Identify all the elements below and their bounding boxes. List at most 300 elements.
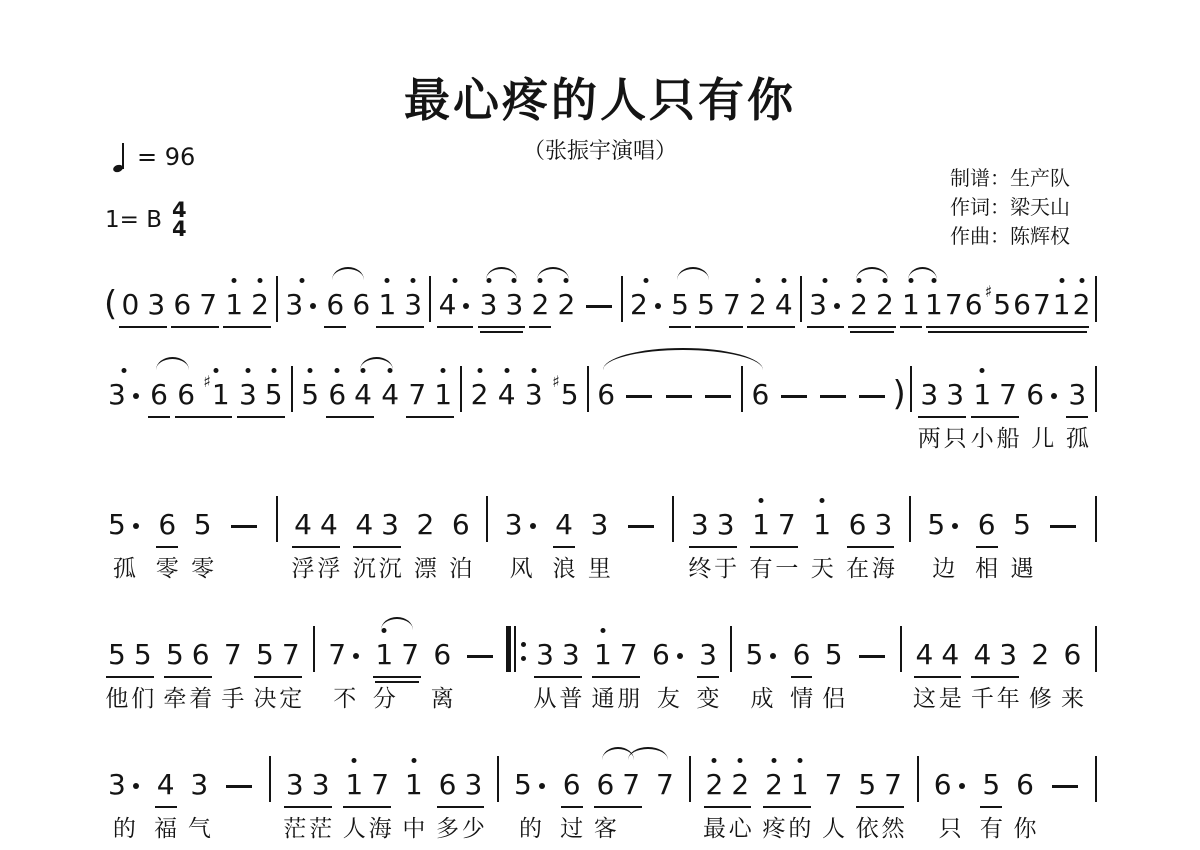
lyric: 们 (131, 686, 155, 712)
note-group (290, 492, 342, 582)
lyric: 决 (253, 686, 277, 712)
augmentation-dot (655, 303, 661, 309)
octave-dot (232, 278, 237, 283)
note: 4 (350, 362, 376, 412)
note-group (761, 752, 813, 842)
lyric: 疼 (762, 816, 786, 842)
note-group (648, 622, 689, 712)
note-group (104, 622, 156, 712)
repeat-thin-bar (514, 626, 516, 672)
lyric: 中 (402, 816, 426, 842)
note: 6 友 (648, 622, 689, 672)
octave-dot (781, 278, 786, 283)
note-group (1064, 362, 1090, 452)
note-group (969, 622, 1021, 712)
note: 1 (221, 272, 247, 322)
augmentation-dot (834, 303, 840, 309)
octave-dot (644, 278, 649, 283)
octave-dot (1079, 278, 1084, 283)
note: 5 决 (252, 622, 278, 672)
lyric: 人 (342, 816, 366, 842)
note: 6 (1013, 288, 1031, 321)
lyric: 海 (871, 556, 895, 582)
note-group (235, 362, 287, 412)
note: 7 手 (220, 622, 246, 672)
note: 7 朋 (616, 622, 642, 672)
lyric: 气 (187, 816, 211, 842)
barline (587, 366, 589, 412)
lyric: 分 (372, 686, 396, 712)
barline (900, 626, 902, 672)
lyric: 牵 (163, 686, 187, 712)
tempo-value: = 96 (137, 143, 196, 171)
duration-dash (820, 395, 846, 398)
note: 7 定 (278, 622, 304, 672)
note: 5 侣 (821, 622, 847, 672)
augmentation-dot (310, 303, 316, 309)
lyric: 在 (846, 556, 870, 582)
barline (486, 496, 488, 542)
note: 3 (476, 272, 502, 322)
note: 6 来 (1060, 622, 1086, 672)
lyric: 相 (975, 556, 999, 582)
note: 1 (924, 272, 944, 322)
sharp-icon: ♯ (203, 372, 211, 391)
note-group (1022, 362, 1063, 452)
note: 3 海 (870, 492, 896, 542)
note: 6 (173, 288, 192, 321)
octave-dot (759, 498, 764, 503)
augmentation-dot (353, 653, 359, 659)
octave-dot (257, 278, 262, 283)
note: 6 你 (1012, 752, 1038, 802)
note: 2 (626, 272, 667, 322)
lyric: 的 (518, 816, 542, 842)
lyric: 零 (155, 556, 179, 582)
note-group (282, 752, 334, 842)
barline (429, 276, 431, 322)
augmentation-dot (133, 393, 139, 399)
note: 5 牵 (162, 622, 188, 672)
note: 1 天 (809, 492, 835, 542)
note: 7 (401, 638, 420, 671)
note: 3 年 (995, 622, 1021, 672)
slur-arc (603, 348, 763, 370)
augmentation-dot (539, 783, 545, 789)
duration-dash (781, 395, 807, 398)
note: 1 人 (341, 752, 367, 802)
duration-dash (1050, 525, 1076, 528)
note: 6 儿 (1022, 362, 1063, 412)
tempo-marking (113, 141, 195, 173)
augmentation-dot (133, 783, 139, 789)
note: 2 心 (727, 752, 753, 802)
lyric: 朋 (617, 686, 641, 712)
augmentation-dot (770, 653, 776, 659)
octave-dot (214, 368, 219, 373)
barline (689, 756, 691, 802)
note: 5 边 (923, 492, 964, 542)
note: 5 遇 (1009, 492, 1035, 542)
note: 4 千 (969, 622, 995, 672)
note: 3 (400, 272, 426, 322)
barline (621, 276, 623, 322)
note: 3 茫 (282, 752, 308, 802)
note: 2 最 (702, 752, 728, 802)
note-group (448, 492, 474, 582)
octave-dot (308, 368, 313, 373)
octave-dot (797, 758, 802, 763)
note: 3 气 (186, 752, 212, 802)
lyric: 茫 (309, 816, 333, 842)
note: 6 只 (930, 752, 971, 802)
note: 5 (297, 362, 323, 412)
lyric: 里 (587, 556, 611, 582)
barline (1095, 366, 1097, 412)
note: 4 (771, 272, 797, 322)
octave-dot (385, 278, 390, 283)
lyric: 是 (938, 686, 962, 712)
note: 6 过 (559, 752, 585, 802)
lyric: 孤 (1065, 426, 1089, 452)
duration-dash (626, 395, 652, 398)
note: 7 不 (324, 622, 365, 672)
lyric: 只 (938, 816, 962, 842)
barline (497, 756, 499, 802)
note: 1 有 (748, 492, 774, 542)
note-group (745, 272, 797, 322)
note-group (559, 752, 585, 842)
lyric: 茫 (283, 816, 307, 842)
note: 2 漂 (413, 492, 439, 542)
duration-dash (666, 395, 692, 398)
note: 7 人 (821, 752, 847, 802)
lyric: 零 (191, 556, 215, 582)
lyric: 多 (436, 816, 460, 842)
lyric: 儿 (1031, 426, 1055, 452)
note: 2 (872, 272, 898, 322)
note: 6 情 (789, 622, 815, 672)
note-group (1009, 492, 1035, 582)
slur-arc (332, 267, 364, 280)
note: 4 沉 (351, 492, 377, 542)
note: 5 (261, 362, 287, 412)
note-group (104, 362, 145, 412)
barline (291, 366, 293, 412)
barline (276, 496, 278, 542)
score-area (104, 272, 1100, 850)
note: 2 修 (1027, 622, 1053, 672)
note-group (821, 752, 847, 842)
lyric: 年 (996, 686, 1020, 712)
octave-dot (771, 758, 776, 763)
note: ♯ 1 (199, 362, 234, 412)
sharp-icon: ♯ (552, 372, 560, 391)
note: 6 (597, 378, 616, 411)
note: 3 (501, 272, 527, 322)
slur-arc (156, 357, 189, 370)
barline (313, 626, 315, 672)
lyric: 的 (788, 816, 812, 842)
barline (1095, 756, 1097, 802)
lyric: 定 (279, 686, 303, 712)
note: 2 (247, 272, 273, 322)
repeat-thick-bar (506, 626, 511, 672)
note: 7 然 (880, 752, 906, 802)
note-group (281, 272, 322, 322)
note-group (702, 752, 754, 842)
lyric: 终 (688, 556, 712, 582)
note-group (809, 492, 835, 582)
augmentation-dot (530, 523, 536, 529)
note: 7 (1032, 288, 1051, 321)
credit-line-arranger: 制谱：生产队 (950, 166, 1070, 190)
augmentation-dot (959, 783, 965, 789)
note-group (351, 492, 403, 582)
note: 1 (374, 272, 400, 322)
barline (910, 366, 912, 412)
note: 3 少 (460, 752, 486, 802)
barline (909, 496, 911, 542)
lyric: 然 (881, 816, 905, 842)
note: 6 (751, 378, 770, 411)
barline (917, 756, 919, 802)
duration-dash (705, 395, 731, 398)
lyric: 心 (728, 816, 752, 842)
note-group (401, 752, 427, 842)
note-group (1027, 622, 1053, 712)
note-group (435, 752, 487, 842)
lyric: 福 (154, 816, 178, 842)
note-group (220, 622, 246, 712)
octave-dot (122, 368, 127, 373)
note-group (742, 622, 783, 712)
note: 3 从 (532, 622, 558, 672)
note: 3 (147, 288, 166, 321)
note: 7 (408, 378, 427, 411)
note-group (162, 622, 214, 712)
note: 4 浮 (290, 492, 316, 542)
note-group (789, 622, 815, 712)
note: 6 (964, 288, 983, 321)
note: 4 (435, 272, 476, 322)
note-group (494, 362, 520, 412)
note: 6 相 (974, 492, 1000, 542)
note-group (590, 622, 642, 712)
note-group (854, 752, 906, 842)
note: 5 依 (854, 752, 880, 802)
note: 6 (150, 378, 168, 411)
lyric: 小 (970, 426, 994, 452)
augmentation-dot (133, 523, 139, 529)
lyric: 你 (1013, 816, 1037, 842)
duration-dash (586, 305, 612, 308)
note-group (687, 492, 739, 582)
note: 2 (745, 272, 771, 322)
note-group (845, 492, 897, 582)
note: 4 是 (937, 622, 963, 672)
note-group (341, 752, 393, 842)
lyric: 泊 (449, 556, 473, 582)
note: 2 (846, 272, 872, 322)
octave-dot (504, 368, 509, 373)
note: 2 (1072, 272, 1092, 322)
note: 7 海 (367, 752, 393, 802)
note-group (821, 622, 847, 712)
note: 3 (805, 272, 846, 322)
duration-dash (628, 525, 654, 528)
note-group (153, 752, 179, 842)
lyric: 海 (368, 816, 392, 842)
note-group (297, 362, 323, 412)
lyric: 天 (810, 556, 834, 582)
octave-dot (411, 278, 416, 283)
note-group (912, 622, 964, 712)
note: 4 浪 (551, 492, 577, 542)
barline (1095, 626, 1097, 672)
lyric: 情 (790, 686, 814, 712)
octave-dot (738, 758, 743, 763)
note-group (374, 272, 426, 322)
lyric: 来 (1060, 686, 1084, 712)
note: 6 着 (188, 622, 214, 672)
lyric: 浮 (317, 556, 341, 582)
lyric: 普 (559, 686, 583, 712)
slur-arc (908, 267, 937, 280)
note: 2 (527, 272, 553, 322)
performer-subtitle: （张振宇演唱） (522, 139, 677, 164)
note: 0 (121, 288, 140, 321)
lyric: 这 (912, 686, 936, 712)
music-line (104, 272, 1100, 322)
lyric: 过 (560, 816, 584, 842)
close-paren: ) (892, 374, 906, 414)
note: 5 的 (510, 752, 551, 802)
octave-dot (755, 278, 760, 283)
barline (460, 366, 462, 412)
credit-line-lyricist: 作词：梁天山 (950, 195, 1070, 219)
octave-dot (411, 758, 416, 763)
note: 7 一 (774, 492, 800, 542)
note: 6 泊 (448, 492, 474, 542)
octave-dot (820, 498, 825, 503)
note: 1 中 (401, 752, 427, 802)
slur-arc (677, 267, 709, 280)
lyric: 从 (533, 686, 557, 712)
lyric: 离 (430, 686, 454, 712)
slur-arc (628, 747, 668, 760)
lyric: 修 (1028, 686, 1052, 712)
note: 3 (281, 272, 322, 322)
note-group (467, 362, 493, 412)
lyric: 客 (593, 816, 617, 842)
note: 5 他 (104, 622, 130, 672)
note-group (974, 492, 1000, 582)
music-line (104, 492, 1100, 582)
note: 5 们 (130, 622, 156, 672)
octave-dot (452, 278, 457, 283)
note-group (429, 622, 455, 712)
note-group (586, 492, 612, 582)
note: 3 变 (695, 622, 721, 672)
note-group (510, 752, 551, 842)
octave-dot (980, 368, 985, 373)
lyric: 于 (714, 556, 738, 582)
barline (800, 276, 802, 322)
music-line (104, 362, 1100, 452)
lyric: 通 (591, 686, 615, 712)
note: 6 多 (435, 752, 461, 802)
note-group (1060, 622, 1086, 712)
note: 1 小 (969, 362, 995, 412)
note: 7 (655, 768, 674, 801)
note: 3 终 (687, 492, 713, 542)
lyric: 遇 (1010, 556, 1034, 582)
lyric: 最 (702, 816, 726, 842)
time-signature (172, 198, 187, 241)
slur-arc (360, 357, 393, 370)
note: 7 船 (995, 362, 1021, 412)
note: 5 零 (190, 492, 216, 542)
note: 3 孤 (1064, 362, 1090, 412)
octave-dot (1059, 278, 1064, 283)
note-group (748, 492, 800, 582)
note: 3 风 (501, 492, 542, 542)
augmentation-dot (463, 303, 469, 309)
octave-dot (352, 758, 357, 763)
lyric: 人 (822, 816, 846, 842)
octave-dot (441, 368, 446, 373)
sharp-icon: ♯ (984, 282, 993, 301)
note: 1 (898, 272, 924, 322)
time-top: 4 (172, 198, 187, 222)
key-signature (105, 198, 187, 241)
note-group (169, 272, 221, 322)
note-group (324, 622, 365, 712)
note: 4 这 (912, 622, 938, 672)
note: 1 (1052, 272, 1072, 322)
lyric: 沉 (378, 556, 402, 582)
note-group (695, 622, 721, 712)
note-group (521, 362, 547, 412)
barline (269, 756, 271, 802)
octave-dot (531, 368, 536, 373)
music-line (104, 622, 1100, 712)
octave-dot (299, 278, 304, 283)
note-group (805, 272, 846, 322)
note-group (930, 752, 971, 842)
duration-dash (859, 395, 885, 398)
note-group (551, 492, 577, 582)
octave-dot (712, 758, 717, 763)
octave-dot (477, 368, 482, 373)
duration-dash (226, 785, 252, 788)
note: 2 (554, 272, 580, 322)
note: 3 只 (942, 362, 968, 412)
note: 5 (697, 288, 715, 321)
note: ♯ 5 (984, 282, 1012, 321)
octave-dot (600, 628, 605, 633)
note: 6 (352, 288, 371, 321)
duration-dash (231, 525, 257, 528)
note-group (154, 492, 180, 582)
note-group (978, 752, 1004, 842)
note: 7 (944, 288, 963, 321)
note: 3 两 (916, 362, 942, 412)
lyric: 手 (221, 686, 245, 712)
note: 4 福 (153, 752, 179, 802)
lyric: 有 (979, 816, 1003, 842)
